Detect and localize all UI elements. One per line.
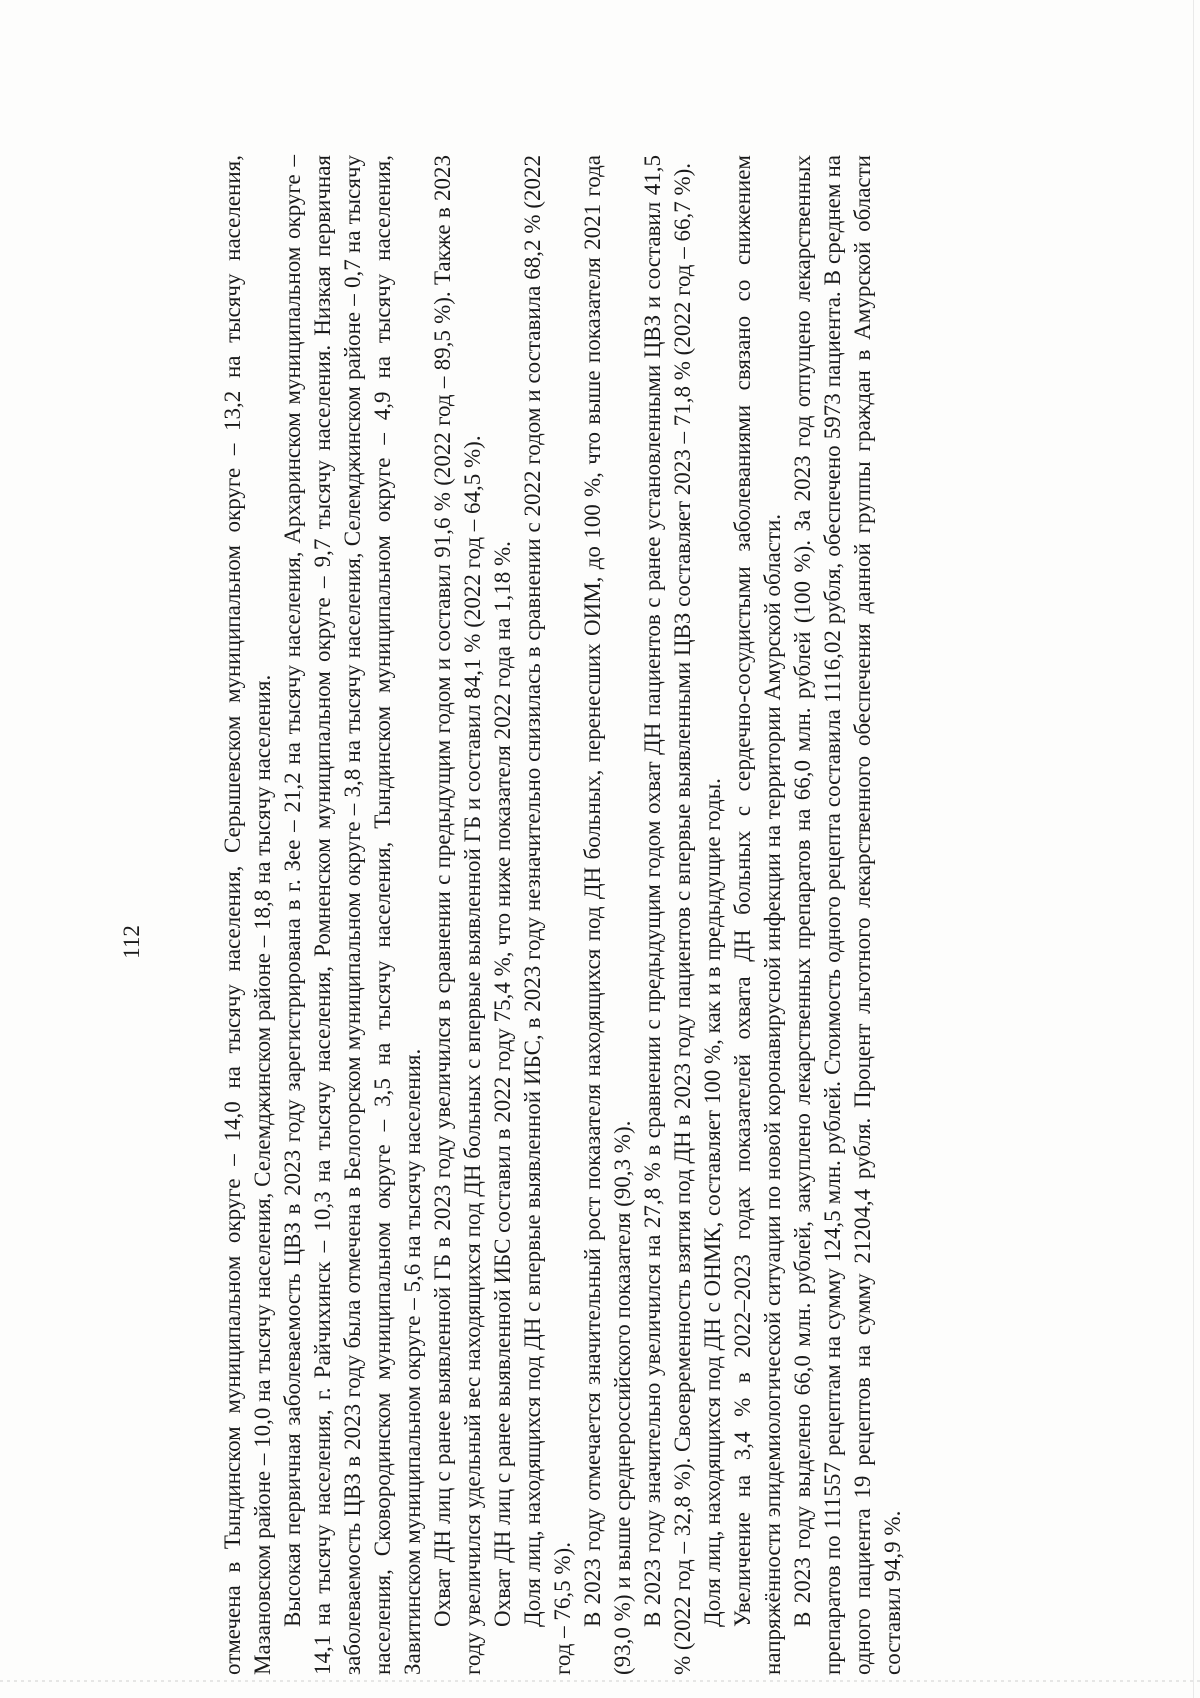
paragraph: Охват ДН лиц с ранее выявленной ИБС составил в 2022 году 75,4 %, что ниже показателя 2022 года на 1,18 %.: [490, 541, 515, 1627]
paragraph: Высокая первичная заболеваемость ЦВЗ в 2023 году зарегистрирована в г. Зее – 21,2 на тысячу населения, Архаринском муниципальном округе – 14,1 на тысячу населения, г. Райчихинск – 10,3 на тысячу населения, Ромненском муниципальном округе – 9,7 тысячу населения. Низкая первичная заболеваемость ЦВЗ в 2023 году была отмечена в Белогорском муниципальном округе – 3,8 на тысячу населения, Селемджинском районе – 0,7 на тысячу населения, Сковородинском муниципальном округе – 3,5 на тысячу населения, Тындинском муниципальном округе – 4,9 на тысячу населения, Завитинском муниципальном округе – 5,6 на тысячу населения.: [280, 155, 425, 1675]
paragraph: Охват ДН лиц с ранее выявленной ГБ в 2023 году увеличился в сравнении с предыдущим годом и составил 91,6 % (2022 год – 89,5 %). Также в 2023 году увеличился удельный вес находящихся под ДН больных с впервые выявленной ГБ и составил 84,1 % (2022 год – 64,5 %).: [430, 155, 485, 1675]
paragraph: Увеличение на 3,4 % в 2022–2023 годах показателей охвата ДН больных с сердечно-сосудистыми заболеваниями связано со снижением напряжённости эпидемиологической ситуации по новой коронавирусной инфекции на территории Амурской области.: [730, 155, 785, 1675]
scan-edge-right: [1193, 0, 1194, 1698]
paragraph: В 2023 году отмечается значительный рост показателя находящихся под ДН больных, перенесших ОИМ, до 100 %, что выше показателя 2021 года (93,0 %) и выше среднероссийского показателя (90,3 %).: [580, 155, 635, 1675]
paragraph: отмечена в Тындинском муниципальном округе – 14,0 на тысячу населения, Серышевском муниципальном округе – 13,2 на тысячу населения, Мазановском районе – 10,0 на тысячу населения, Селемджинском районе – 18,8 на тысячу населения.: [220, 155, 275, 1675]
rotated-content: [218, 155, 978, 1675]
paragraph: В 2023 году выделено 66,0 млн. рублей, закуплено лекарственных препаратов на 66,0 млн. рублей (100 %). За 2023 год отпущено лекарственных препаратов по 111557 рецептам на сумму 124,5 млн. рублей. Стоимость одного рецепта составила 1116,02 рубля, обеспечено 5973 пациента. В среднем на одного пациента 19 рецептов на сумму 21204,4 рубля. Процент льготного лекарственного обеспечения данной группы граждан в Амурской области составил 94,9 %.: [790, 155, 905, 1675]
paragraph: Доля лиц, находящихся под ДН с ОНМК, составляет 100 %, как и в предыдущие годы.: [700, 778, 725, 1627]
page-number: 112: [119, 925, 144, 959]
body-text: [218, 155, 978, 1675]
paragraph: В 2023 году значительно увеличился на 27,8 % в сравнении с предыдущим годом охват ДН пациентов с ранее установленными ЦВЗ и составил 41,5 % (2022 год – 32,8 %). Своевременность взятия под ДН в 2023 году пациентов с впервые выявленными ЦВЗ составляет 2023 – 71,8 % (2022 год – 66,7 %).: [640, 155, 695, 1675]
paragraph: Доля лиц, находящихся под ДН с впервые выявленной ИБС, в 2023 году незначительно снизилась в сравнении с 2022 годом и составила 68,2 % (2022 год – 76,5 %).: [520, 155, 575, 1675]
scan-edge-bottom: [0, 1680, 1200, 1682]
